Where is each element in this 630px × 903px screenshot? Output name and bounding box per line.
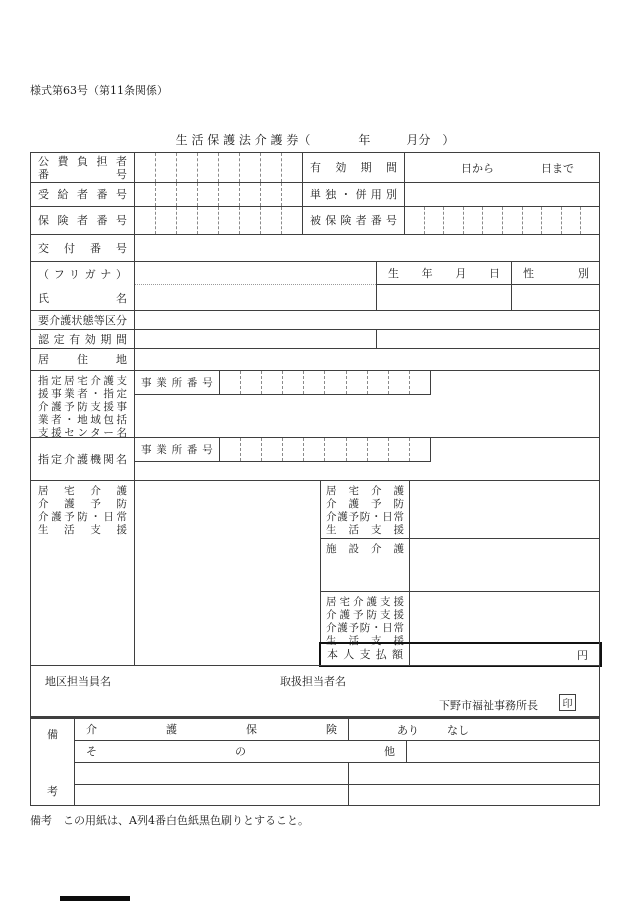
- scan-artifact: [60, 896, 130, 901]
- label-service-left: 居宅介護 介護予防 介護予防・日常 生活支援: [30, 480, 134, 665]
- label-insured-person-number: 被保険者番号: [302, 206, 404, 234]
- certification-period-value-1: [134, 329, 376, 348]
- remarks-char-bottom: 考: [47, 785, 58, 798]
- label-designated-care-institution: 指定介護機関名: [30, 437, 134, 480]
- label-care-level: 要介護状態等区分: [30, 310, 134, 329]
- certification-period-value-2: [376, 329, 600, 348]
- digit-strip-office-number-2: [220, 438, 431, 461]
- label-public-payer-number: 公費負担者 番号: [30, 152, 134, 182]
- label-office-number-2: 事業所番号: [135, 438, 220, 461]
- digit-strip-public-payer: [134, 152, 302, 182]
- service-right-1-value: [409, 480, 600, 538]
- seal-mark: 印: [559, 694, 576, 711]
- signature-area: [30, 665, 600, 718]
- other-value: [406, 740, 600, 762]
- label-issue-number: 交付番号: [30, 234, 134, 261]
- remarks-row4-left: [74, 784, 348, 806]
- welfare-office-director-label: 下野市福祉事務所長: [439, 699, 538, 712]
- label-service-right-1: 居宅介護 介護予防 介護予防・日常 生活支援: [320, 480, 409, 538]
- paper-spec-footnote: 備考 この用紙は、A列4番白色紙黒色刷りとすること。: [30, 814, 309, 827]
- label-self-payment: 本人支払額: [320, 643, 409, 665]
- label-sex: 性別: [511, 261, 600, 284]
- valid-period-value: [404, 152, 600, 182]
- district-staff-label: 地区担当員名: [45, 675, 111, 688]
- table-right-border: [599, 152, 600, 806]
- sex-value: [511, 284, 600, 310]
- yen-unit-text: 円: [577, 648, 588, 662]
- office-number-row-1: [135, 371, 431, 395]
- designated-support-office-area: [134, 370, 600, 437]
- label-recipient-number: 受給者番号: [30, 182, 134, 206]
- to-day-text: 日まで: [541, 161, 574, 175]
- label-residence: 居住地: [30, 348, 134, 370]
- care-level-value: [134, 310, 600, 329]
- label-service-right-3: 居宅介護支援 介護予防支援 介護予防・日常 生活支援: [320, 591, 409, 643]
- digit-strip-insurer: [134, 206, 302, 234]
- remarks-row4-right: [348, 784, 600, 806]
- furigana-name-divider: [135, 284, 376, 285]
- birth-date-value: [376, 284, 511, 310]
- label-furigana-name: （フリガナ） 氏名: [30, 261, 134, 310]
- service-left-value: [134, 480, 320, 665]
- designated-care-institution-area: [134, 437, 600, 480]
- label-office-number-1: 事業所番号: [135, 371, 220, 394]
- residence-value: [134, 348, 600, 370]
- name-entry-area: [134, 261, 376, 310]
- office-number-row-2: [135, 438, 431, 462]
- remarks-char-top: 備: [47, 728, 58, 741]
- label-remarks: [30, 718, 74, 806]
- digit-strip-insured-person: [404, 206, 600, 234]
- label-facility-care: 施設介護: [320, 538, 409, 591]
- option-yes-text: あり: [397, 723, 419, 737]
- label-other: その他: [74, 740, 406, 762]
- label-care-insurance: 介護保険: [74, 718, 348, 740]
- label-insurer-number: 保険者番号: [30, 206, 134, 234]
- table-bottom-border: [30, 805, 600, 806]
- remarks-row3-left: [74, 762, 348, 784]
- form-number: 様式第63号（第11条関係）: [30, 84, 168, 97]
- form-title: 生 活 保 護 法 介 護 券（ 年 月分 ）: [175, 133, 455, 147]
- remarks-row3-right: [348, 762, 600, 784]
- label-valid-period: 有効期間: [302, 152, 404, 182]
- label-certification-period: 認定有効期間: [30, 329, 134, 348]
- label-designated-support-office: 指定居宅介護支 援事業者・指定 介護予防支援事 業者・地域包括 支援センター名: [30, 370, 134, 437]
- care-insurance-options: [348, 718, 600, 740]
- from-day-text: 日から: [461, 161, 494, 175]
- label-single-combined: 単独・併用別: [302, 182, 404, 206]
- service-right-3-value: [409, 591, 600, 643]
- facility-care-value: [409, 538, 600, 591]
- issue-number-value: [134, 234, 600, 261]
- label-birth-date: 生年月日: [376, 261, 511, 284]
- digit-strip-recipient: [134, 182, 302, 206]
- option-no-text: なし: [447, 723, 469, 737]
- single-combined-value: [404, 182, 600, 206]
- digit-strip-office-number-1: [220, 371, 431, 394]
- handling-staff-label: 取扱担当者名: [280, 675, 346, 688]
- self-payment-value: [409, 643, 600, 665]
